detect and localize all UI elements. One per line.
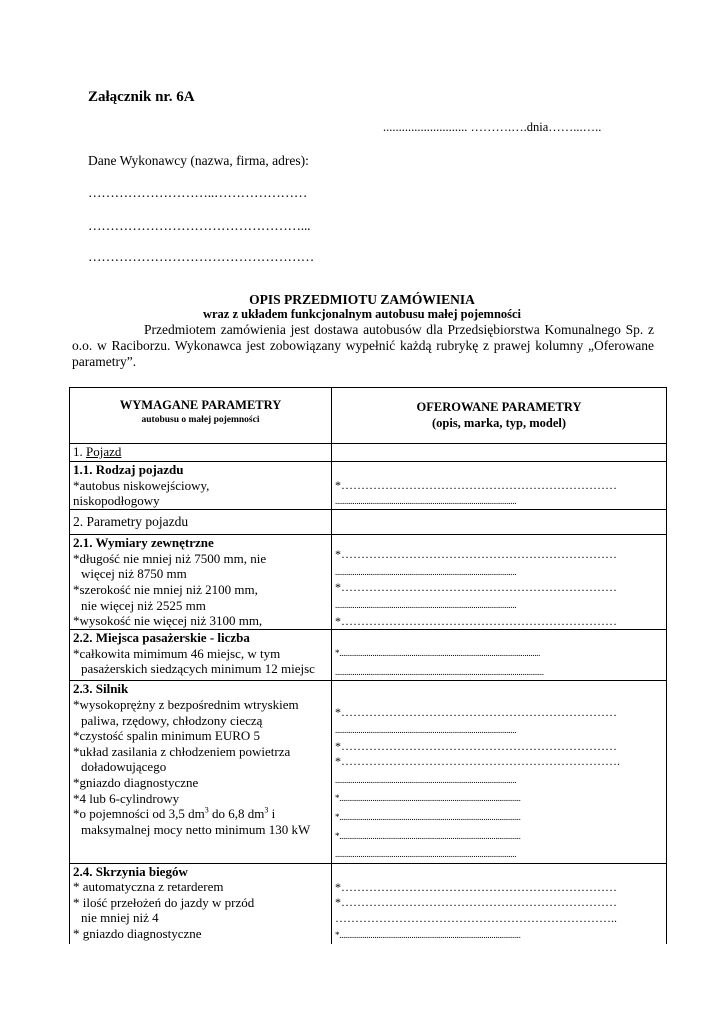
row-line: * automatyczna z retarderem	[73, 879, 224, 895]
row-line: *4 lub 6-cylindrowy	[73, 790, 180, 806]
offered-params-title: OFEROWANE PARAMETRY	[416, 399, 582, 414]
fill-line[interactable]: *……………………………………………………………	[335, 547, 617, 562]
row-line: *szerokość nie mniej niż 2100 mm,	[73, 581, 258, 597]
intro-paragraph	[72, 322, 654, 370]
row-line: *całkowita mimimum 46 miejsc, w tym	[73, 645, 281, 661]
fill-line[interactable]: ……………………………………………………………..	[335, 910, 617, 925]
fill-line[interactable]: .............................................................................................	[335, 849, 517, 860]
section-vehicle	[70, 444, 332, 462]
fill-line[interactable]: *.............................................................................................	[335, 830, 521, 841]
row-line: doładowującego	[81, 759, 167, 775]
superscript: 3	[264, 805, 269, 815]
fill-line[interactable]: *…………………………………………………………….	[335, 754, 620, 769]
required-cell	[70, 681, 332, 863]
row-line: *długość nie mniej niż 7500 mm, nie	[73, 550, 267, 566]
fill-line[interactable]: .............................................................................................	[335, 495, 517, 506]
section-number: 1.	[73, 444, 86, 459]
table-header-row	[70, 388, 667, 444]
row-title: 2.1. Wymiary zewnętrzne	[73, 535, 214, 551]
fill-line[interactable]: *.............................................................................................	[335, 793, 521, 804]
fill-line[interactable]: .............................................................................................	[335, 599, 517, 610]
date-line: ........................... ……….….dnia……...…..	[383, 120, 602, 134]
row-line: *układ zasilania z chłodzeniem powietrza	[73, 743, 291, 759]
offered-cell[interactable]	[332, 462, 667, 510]
annex-title: Załącznik nr. 6A	[88, 89, 195, 105]
required-params-subtitle: autobusu o małej pojemności	[141, 414, 260, 425]
offered-params-header	[332, 388, 667, 444]
required-cell	[70, 535, 332, 630]
row-line: maksymalnej mocy netto minimum 130 kW	[81, 821, 311, 837]
offered-cell[interactable]	[332, 630, 667, 681]
contractor-label: Dane Wykonawcy (nazwa, firma, adres):	[88, 153, 309, 168]
table-row	[70, 535, 667, 630]
fill-line[interactable]: *……………………………………………………………	[335, 879, 617, 894]
required-params-header	[70, 388, 332, 444]
superscript: 3	[204, 805, 209, 815]
section-label: Pojazd	[86, 444, 122, 459]
row-line: *wysokość nie więcej niż 3100 mm,	[73, 613, 263, 629]
document-subtitle: wraz z układem funkcjonalnym autobusu małej pojemności	[202, 307, 522, 321]
fill-line[interactable]: *……………………………………………………………	[335, 895, 617, 910]
offered-cell[interactable]	[332, 863, 667, 944]
row-line: więcej niż 8750 mm	[81, 566, 187, 582]
row-line: *czystość spalin minimum EURO 5	[73, 728, 261, 744]
fill-line[interactable]: *.............................................................................................	[335, 811, 521, 822]
row-line: nie więcej niż 2525 mm	[81, 597, 206, 613]
contractor-line-2: …………………………………………...	[88, 218, 311, 233]
table-row	[70, 444, 667, 462]
required-cell	[70, 863, 332, 944]
row-title: 2.3. Silnik	[73, 681, 129, 697]
fill-line[interactable]: *.......................................................................................................	[335, 648, 541, 659]
fill-line[interactable]: .............................................................................................	[335, 774, 517, 785]
fill-line[interactable]: *……………………………………………………………	[335, 478, 617, 492]
row-text: i	[268, 806, 276, 822]
contractor-line-3: ……………………………………………	[88, 249, 315, 264]
fill-line[interactable]: *.............................................................................................	[335, 930, 521, 941]
intro-text: Przedmiotem zamówienia jest dostawa autobusów dla Przedsiębiorstwa Komunalnego Sp. z o.o. w Raciborzu. Wykonawca jest zobowiązany wypełnić każdą rubrykę z prawej kolumny „Oferowane parametry”.	[72, 322, 654, 369]
row-text: do 6,8 dm	[208, 806, 265, 822]
offered-cell[interactable]	[332, 510, 667, 535]
offered-params-subtitle: (opis, marka, typ, model)	[431, 415, 567, 430]
section-params: 2. Parametry pojazdu	[70, 510, 332, 535]
fill-line[interactable]: *……………………………………………………………	[335, 738, 617, 753]
table-row	[70, 510, 667, 535]
document-title: OPIS PRZEDMIOTU ZAMÓWIENIA	[249, 292, 475, 307]
row-line: * ilość przełożeń do jazdy w przód	[73, 894, 255, 910]
table-row	[70, 863, 667, 944]
row-line: paliwa, rzędowy, chłodzony cieczą	[81, 712, 263, 728]
row-line: *wysokoprężny z bezpośrednim wtryskiem	[73, 696, 299, 712]
table-row	[70, 462, 667, 510]
fill-line[interactable]: *……………………………………………………………	[335, 580, 617, 595]
parameters-table	[69, 387, 667, 944]
table-row	[70, 681, 667, 863]
offered-cell[interactable]	[332, 444, 667, 462]
row-title: 1.1. Rodzaj pojazdu	[73, 462, 184, 477]
row-line: nie mniej niż 4	[81, 910, 159, 926]
contractor-line-1: ………………………..…………………	[88, 185, 308, 200]
row-line	[73, 806, 328, 822]
fill-line[interactable]: .............................................................................................	[335, 566, 517, 577]
row-title: 2.4. Skrzynia biegów	[73, 863, 188, 879]
table-row	[70, 630, 667, 681]
required-cell	[70, 630, 332, 681]
required-cell	[70, 462, 332, 510]
row-line: *autobus niskowejściowy,	[73, 477, 210, 493]
row-title: 2.2. Miejsca pasażerskie - liczba	[73, 630, 250, 646]
fill-line[interactable]: ...........................................................................................................	[335, 666, 544, 677]
fill-line[interactable]: *……………………………………………………………	[335, 705, 617, 720]
row-line: niskopodłogowy	[73, 493, 160, 509]
row-line: *gniazdo diagnostyczne	[73, 774, 199, 790]
offered-cell[interactable]	[332, 535, 667, 630]
fill-line[interactable]: .............................................................................................	[335, 724, 517, 735]
row-text: *o pojemności od 3,5 dm	[73, 806, 205, 822]
row-line: pasażerskich siedzących minimum 12 miejsc	[81, 661, 315, 677]
fill-line[interactable]: *……………………………………………………………	[335, 613, 617, 628]
row-line: * gniazdo diagnostyczne	[73, 926, 202, 942]
required-params-title: WYMAGANE PARAMETRY	[119, 398, 282, 412]
offered-cell[interactable]	[332, 681, 667, 863]
